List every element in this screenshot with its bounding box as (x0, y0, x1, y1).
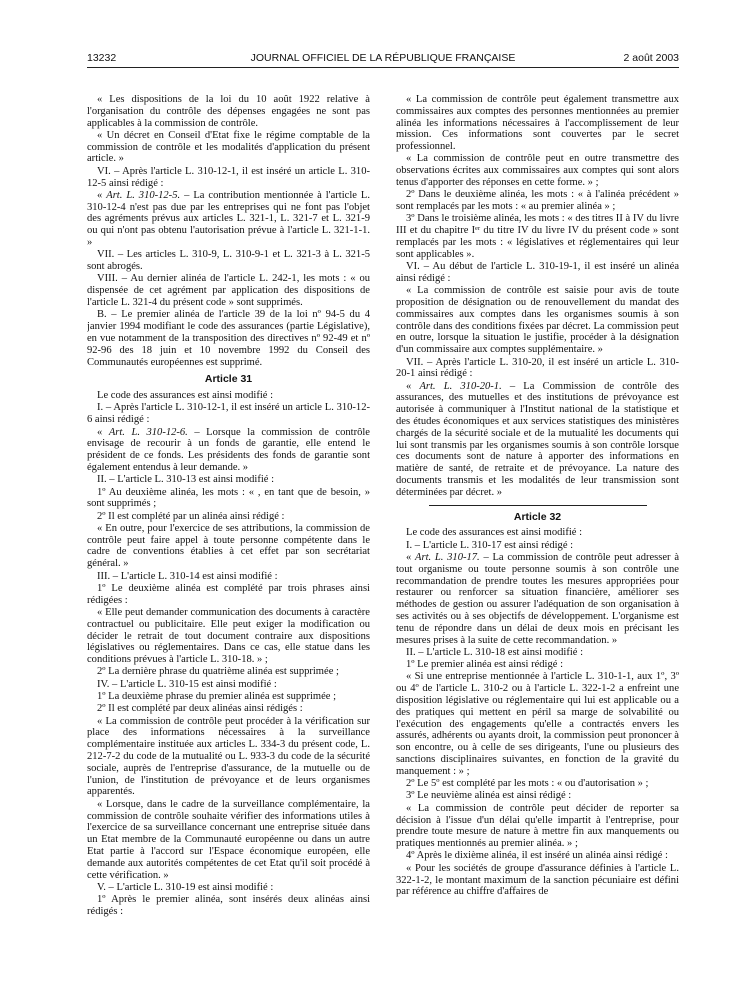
paragraph: IV. – L'article L. 310-15 est ainsi modifié : (97, 678, 277, 690)
paragraph: 1º Le deuxième alinéa est complété par trois phrases ainsi rédigées : (87, 582, 370, 606)
paragraph: « La commission de contrôle est saisie pour avis de toute proposition de désignation ou de renouvellement du mandat des commissaires aux comptes dans les organismes soumis à son contrôle dans des conditions fixées par décret. La commission peut en outre, lorsque la situation le justifie, procéder à la désignation d'un commissaire aux comptes supplémentaire. » (396, 285, 679, 356)
left-column (87, 94, 370, 984)
quote-mark: « (97, 426, 109, 438)
paragraph: « La commission de contrôle peut également transmettre aux commissaires aux comptes des personnes mentionnées au premier alinéa les informations nécessaires à l'accomplissement de leur mission. Ces informations sont couvertes par le secret professionnel. (396, 94, 679, 153)
paragraph: VII. – Après l'article L. 310-20, il est inséré un article L. 310-20-1 ainsi rédigé : (396, 356, 679, 380)
paragraph: VI. – Après l'article L. 310-12-1, il est inséré un article L. 310-12-5 ainsi rédigé : (87, 165, 370, 189)
paragraph: V. – L'article L. 310-19 est ainsi modifié : (97, 881, 274, 893)
publication-date: 2 août 2003 (623, 52, 679, 64)
paragraph: 2º Dans le deuxième alinéa, les mots : « à l'alinéa précédent » sont remplacés par les mots : « au premier alinéa » ; (396, 189, 679, 213)
paragraph: « Les dispositions de la loi du 10 août 1922 relative à l'organisation du contrôle des dépenses engagées ne sont pas applicables à la commission de contrôle. (87, 94, 370, 129)
paragraph: 4º Après le dixième alinéa, il est inséré un alinéa ainsi rédigé : (406, 850, 668, 862)
paragraph: 1º Après le premier alinéa, sont insérés deux alinéas ainsi rédigés : (87, 894, 370, 917)
left-intro-paragraphs (87, 94, 370, 368)
paragraph: 1º Le premier alinéa est ainsi rédigé : (406, 659, 564, 671)
article-31-body (87, 390, 370, 918)
paragraph: VII. – Les articles L. 310-9, L. 310-9-1 et L. 321-3 à L. 321-5 sont abrogés. (87, 249, 370, 273)
article-32-body (396, 527, 679, 898)
paragraph: « La commission de contrôle peut procéder à la vérification sur place des informations nécessaires à la surveillance complémentaire instituée aux articles L. 334-3 du présent code, L. 212-7-2 du code de la mutualité ou L. 933-3 du code de la sécurité sociale, auprès de l'entreprise d'assurance, de la mutuelle ou de l'union, de l'institution de prévoyance et de leurs organismes apparentés. (87, 715, 370, 798)
article-reference: Art. L. 310-12-6. (108, 426, 188, 438)
paragraph: Le code des assurances est ainsi modifié : (406, 527, 583, 539)
right-intro-paragraphs (396, 94, 679, 499)
article-reference: Art. L. 310-17. (415, 551, 480, 563)
paragraph-text: – Lorsque la commission de contrôle envisage de recourir à un fonds de garantie, elle entend le président de ce fonds. Les présidents des fonds de garantie sont également entendus à leur demande. » (87, 426, 370, 473)
paragraph: B. – Le premier alinéa de l'article 39 de la loi nº 94-5 du 4 janvier 1994 modifiant le code des assurances (partie Législative), en vue notamment de la transposition des directives nº 92-49 et nº 92-96 des 18 juin et 10 novembre 1992 du Conseil des Communautés européennes est supprimé. (87, 309, 370, 368)
paragraph: II. – L'article L. 310-18 est ainsi modifié : (406, 646, 584, 658)
paragraph: VI. – Au début de l'article L. 310-19-1, il est inséré un alinéa ainsi rédigé : (396, 261, 679, 284)
paragraph: I. – Après l'article L. 310-12-1, il est inséré un article L. 310-12-6 ainsi rédigé : (87, 402, 370, 426)
paragraph-text: – La contribution mentionnée à l'article L. 310-12-4 n'est pas due par les entreprises qui ne font pas l'objet des agréments prévus aux articles L. 321-1, L. 321-7 et L. 321-9 ou qui n'ont pas obtenu l'autorisation prévue à l'article L. 321-1-1. » (87, 189, 370, 249)
paragraph: « Un décret en Conseil d'Etat fixe le régime comptable de la commission de contrôle et les modalités d'application du présent article. » (87, 129, 370, 165)
journal-title: JOURNAL OFFICIEL DE LA RÉPUBLIQUE FRANÇAISE (250, 52, 516, 64)
paragraph (87, 190, 370, 249)
paragraph: « En outre, pour l'exercice de ses attributions, la commission de contrôle peut faire appel à toute personne compétente dans le cadre de conventions établies à cet effet par son secrétariat général. » (87, 522, 370, 570)
paragraph: 2º Le 5º est complété par les mots : « ou d'autorisation » ; (406, 778, 649, 790)
paragraph: I. – L'article L. 310-17 est ainsi rédigé : (406, 539, 574, 551)
paragraph: 1º La deuxième phrase du premier alinéa est supprimée ; (97, 691, 337, 703)
paragraph: 3º Dans le troisième alinéa, les mots : « des titres II à IV du livre III et du chapitre Iᵉʳ du titre IV du livre IV du présent code » sont remplacés par les mots : « législatives et réglementaires qui leur sont applicables ». (396, 213, 679, 260)
paragraph (396, 552, 679, 646)
article-31-heading: Article 31 (204, 373, 253, 386)
paragraph-text: – La commission de contrôle peut adresser à tout organisme ou toute personne soumis à son contrôle une recommandation de prendre toutes les mesures appropriées pour restaurer ou renforcer sa situation financière, améliorer ses méthodes de gestion ou assurer l'adéquation de son organisation à ses activités ou à ses objectifs de développement. L'organisme est tenu de répondre dans un délai de deux mois en précisant les mesures prises à la suite de cette recommandation. » (396, 551, 679, 646)
page-header (87, 52, 679, 66)
article-separator-rule (429, 505, 647, 506)
quote-mark: « (406, 380, 420, 392)
quote-mark: « (97, 189, 107, 201)
paragraph (87, 427, 370, 474)
paragraph: « La commission de contrôle peut décider de reporter sa décision à l'issue d'un délai qu'elle impartit à l'entreprise, pour prendre toute mesure de nature à mettre fin aux manquements ou pratiques mentionnés au premier alinéa. » ; (396, 802, 679, 850)
paragraph: 2º Il est complété par un alinéa ainsi rédigé : (97, 510, 285, 522)
paragraph: III. – L'article L. 310-14 est ainsi modifié : (97, 570, 278, 582)
paragraph: « La commission de contrôle peut en outre transmettre des observations écrites aux commissaires aux comptes qui sont alors tenus d'apporter des réponses en cette forme. » ; (396, 153, 679, 189)
right-column (396, 94, 679, 984)
paragraph: 2º Il est complété par deux alinéas ainsi rédigés : (97, 703, 303, 715)
quote-mark: « (406, 551, 416, 563)
paragraph: « Elle peut demander communication des documents à caractère contractuel ou publicitaire. Elle peut exiger la modification ou décider le retrait de tout document contraire aux dispositions législatives ou réglementaires. Dans ce cas, elle statue dans les conditions prévues à l'article L. 310-18. » ; (87, 606, 370, 666)
header-rule (87, 67, 679, 68)
article-32-heading: Article 32 (513, 510, 562, 523)
paragraph: « Lorsque, dans le cadre de la surveillance complémentaire, la commission de contrôle souhaite vérifier des informations utiles à l'exercice de sa surveillance concernant une entreprise située dans un Etat membre de la Communauté européenne ou dans un autre Etat partie à l'accord sur l'Espace économique européen, elle demande aux autorités compétentes de cet Etat qu'il soit procédé à cette vérification. » (87, 798, 370, 881)
article-reference: Art. L. 310-12-5. (106, 189, 181, 201)
paragraph (396, 381, 679, 499)
paragraph: 1º Au deuxième alinéa, les mots : « , en tant que de besoin, » sont supprimés ; (87, 486, 370, 510)
page-number: 13232 (87, 52, 117, 64)
paragraph: Le code des assurances est ainsi modifié : (97, 390, 274, 402)
paragraph: 3º Le neuvième alinéa est ainsi rédigé : (406, 790, 572, 802)
paragraph-text: – La Commission de contrôle des assurances, des mutuelles et des institutions de prévoyance est autorisée à communiquer à l'Institut national de la statistique et des études économiques et aux services statistiques des ministères chargés de la sécurité sociale et de la mutualité les documents qui lui sont transmis par les organismes soumis à son contrôle lorsque ces documents sont de nature à apporter des informations en matière de santé, de retraite et de prévoyance. La nature des documents transmis et les modalités de leur transmission sont déterminées par décret. » (396, 380, 679, 498)
paragraph: 2º La dernière phrase du quatrième alinéa est supprimée ; (97, 666, 339, 678)
paragraph: « Si une entreprise mentionnée à l'article L. 310-1-1, aux 1º, 3º ou 4º de l'article L. 310-2 ou à l'article L. 322-1-2 a enfreint une disposition législative ou réglementaire qui lui est applicable ou a des pratiques qui mettent en péril sa marge de solvabilité ou l'exécution des engagements qu'elle a contractés envers les assurés, adhérents ou ayants droit, la commission peut prononcer à son encontre, ou à celle de ses dirigeants, l'une ou plusieurs des sanctions disciplinaires suivantes, en fonction de la gravité du manquement : » ; (396, 671, 679, 777)
article-reference: Art. L. 310-20-1. (419, 380, 502, 392)
paragraph: VIII. – Au dernier alinéa de l'article L. 242-1, les mots : « ou dispensée de cet agrément par application des dispositions de l'article L. 321-4 du présent code » sont supprimés. (87, 273, 370, 309)
paragraph: « Pour les sociétés de groupe d'assurance définies à l'article L. 322-1-2, le montant maximum de la sanction pécuniaire est défini par référence au chiffre d'affaires de (396, 862, 679, 898)
paragraph: II. – L'article L. 310-13 est ainsi modifié : (97, 474, 275, 486)
